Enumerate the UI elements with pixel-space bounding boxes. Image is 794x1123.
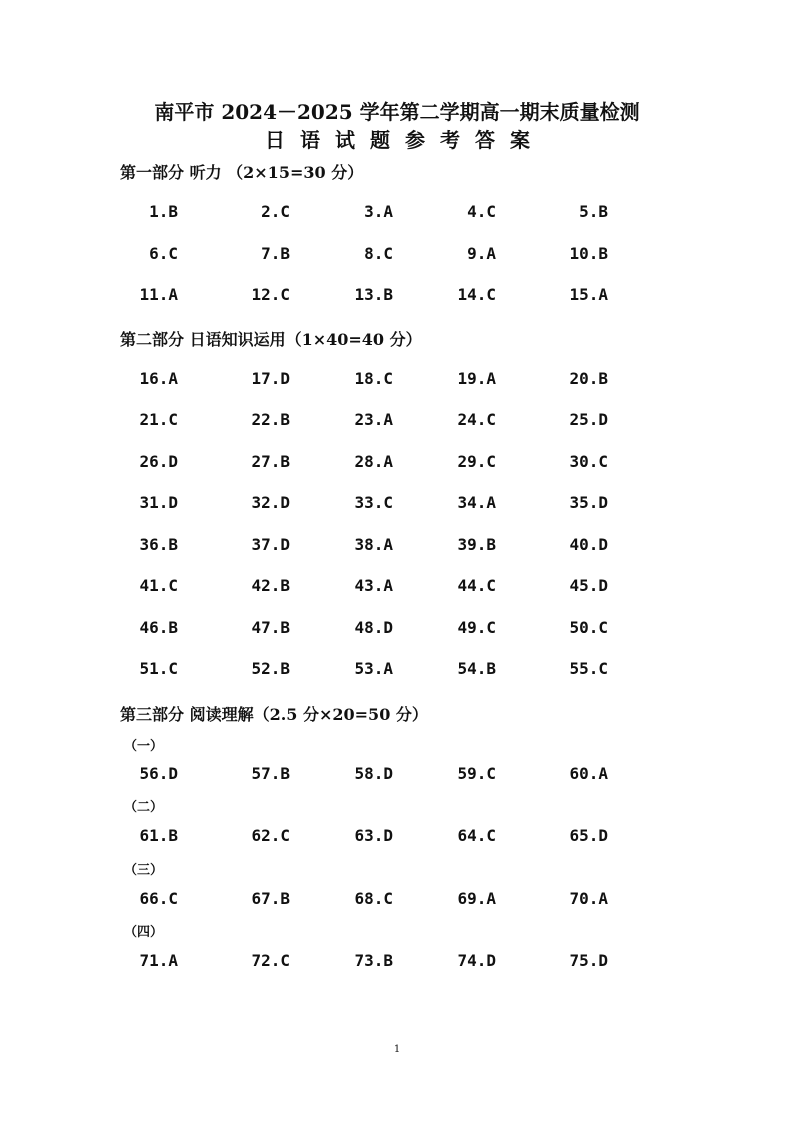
document-title: 南平市 2024－2025 学年第二学期高一期末质量检测 — [154, 100, 640, 124]
answer-row — [0, 493, 794, 517]
answer-item: 44.C — [457, 576, 496, 595]
answer-item: 6.C — [149, 244, 178, 263]
answer-item: 17.D — [251, 369, 290, 388]
answer-row — [0, 202, 794, 226]
answer-item: 73.B — [354, 951, 393, 970]
answer-item: 38.A — [354, 535, 393, 554]
answer-item: 28.A — [354, 452, 393, 471]
answer-item: 41.C — [139, 576, 178, 595]
answer-item: 55.C — [569, 659, 608, 678]
answer-item: 13.B — [354, 285, 393, 304]
answer-item: 14.C — [457, 285, 496, 304]
answer-item: 27.B — [251, 452, 290, 471]
answer-item: 66.C — [139, 889, 178, 908]
answer-item: 30.C — [569, 452, 608, 471]
answer-item: 8.C — [364, 244, 393, 263]
answer-item: 65.D — [569, 826, 608, 845]
answer-item: 43.A — [354, 576, 393, 595]
answer-item: 46.B — [139, 618, 178, 637]
answer-row — [0, 951, 794, 975]
answer-item: 56.D — [139, 764, 178, 783]
answer-row — [0, 369, 794, 393]
answer-item: 26.D — [139, 452, 178, 471]
answer-row — [0, 452, 794, 476]
answer-item: 15.A — [569, 285, 608, 304]
answer-item: 33.C — [354, 493, 393, 512]
answer-item: 48.D — [354, 618, 393, 637]
answer-item: 68.C — [354, 889, 393, 908]
answer-item: 37.D — [251, 535, 290, 554]
answer-item: 53.A — [354, 659, 393, 678]
answer-row — [0, 285, 794, 309]
answer-item: 21.C — [139, 410, 178, 429]
group-label: （三） — [124, 863, 164, 878]
answer-item: 11.A — [139, 285, 178, 304]
answer-item: 31.D — [139, 493, 178, 512]
answer-item: 67.B — [251, 889, 290, 908]
answer-row — [0, 535, 794, 559]
group-label: （二） — [124, 800, 164, 815]
answer-item: 35.D — [569, 493, 608, 512]
answer-item: 34.A — [457, 493, 496, 512]
answer-item: 36.B — [139, 535, 178, 554]
answer-item: 1.B — [149, 202, 178, 221]
answer-item: 59.C — [457, 764, 496, 783]
answer-item: 2.C — [261, 202, 290, 221]
answer-item: 51.C — [139, 659, 178, 678]
answer-item: 19.A — [457, 369, 496, 388]
answer-item: 49.C — [457, 618, 496, 637]
answer-item: 47.B — [251, 618, 290, 637]
answer-item: 39.B — [457, 535, 496, 554]
answer-row — [0, 410, 794, 434]
answer-item: 10.B — [569, 244, 608, 263]
answer-item: 45.D — [569, 576, 608, 595]
group-label: （一） — [124, 739, 164, 754]
answer-item: 18.C — [354, 369, 393, 388]
answer-item: 16.A — [139, 369, 178, 388]
answer-item: 72.C — [251, 951, 290, 970]
answer-item: 71.A — [139, 951, 178, 970]
answer-item: 63.D — [354, 826, 393, 845]
answer-item: 62.C — [251, 826, 290, 845]
answer-item: 57.B — [251, 764, 290, 783]
answer-row — [0, 764, 794, 788]
answer-item: 75.D — [569, 951, 608, 970]
answer-item: 52.B — [251, 659, 290, 678]
answer-item: 22.B — [251, 410, 290, 429]
answer-item: 4.C — [467, 202, 496, 221]
answer-row — [0, 826, 794, 850]
answer-item: 12.C — [251, 285, 290, 304]
answer-item: 32.D — [251, 493, 290, 512]
answer-item: 74.D — [457, 951, 496, 970]
part1-heading: 第一部分 听力 （2×15=30 分） — [120, 163, 364, 182]
part3-heading: 第三部分 阅读理解（2.5 分×20=50 分） — [120, 705, 428, 724]
answer-item: 3.A — [364, 202, 393, 221]
answer-item: 50.C — [569, 618, 608, 637]
answer-item: 60.A — [569, 764, 608, 783]
answer-item: 9.A — [467, 244, 496, 263]
answer-item: 61.B — [139, 826, 178, 845]
answer-item: 5.B — [579, 202, 608, 221]
answer-item: 40.D — [569, 535, 608, 554]
answer-row — [0, 618, 794, 642]
part2-heading: 第二部分 日语知识运用（1×40=40 分） — [120, 330, 422, 349]
answer-item: 69.A — [457, 889, 496, 908]
answer-item: 24.C — [457, 410, 496, 429]
answer-item: 20.B — [569, 369, 608, 388]
group-label: （四） — [124, 925, 164, 940]
answer-row — [0, 889, 794, 913]
answer-row — [0, 244, 794, 268]
answer-row — [0, 659, 794, 683]
answer-item: 54.B — [457, 659, 496, 678]
answer-item: 23.A — [354, 410, 393, 429]
answer-item: 70.A — [569, 889, 608, 908]
answer-item: 25.D — [569, 410, 608, 429]
page-number: 1 — [393, 1044, 401, 1055]
answer-item: 7.B — [261, 244, 290, 263]
answer-item: 64.C — [457, 826, 496, 845]
answer-row — [0, 576, 794, 600]
answer-item: 58.D — [354, 764, 393, 783]
document-subtitle: 日语试题参考答案 — [265, 128, 545, 152]
answer-item: 42.B — [251, 576, 290, 595]
answer-item: 29.C — [457, 452, 496, 471]
